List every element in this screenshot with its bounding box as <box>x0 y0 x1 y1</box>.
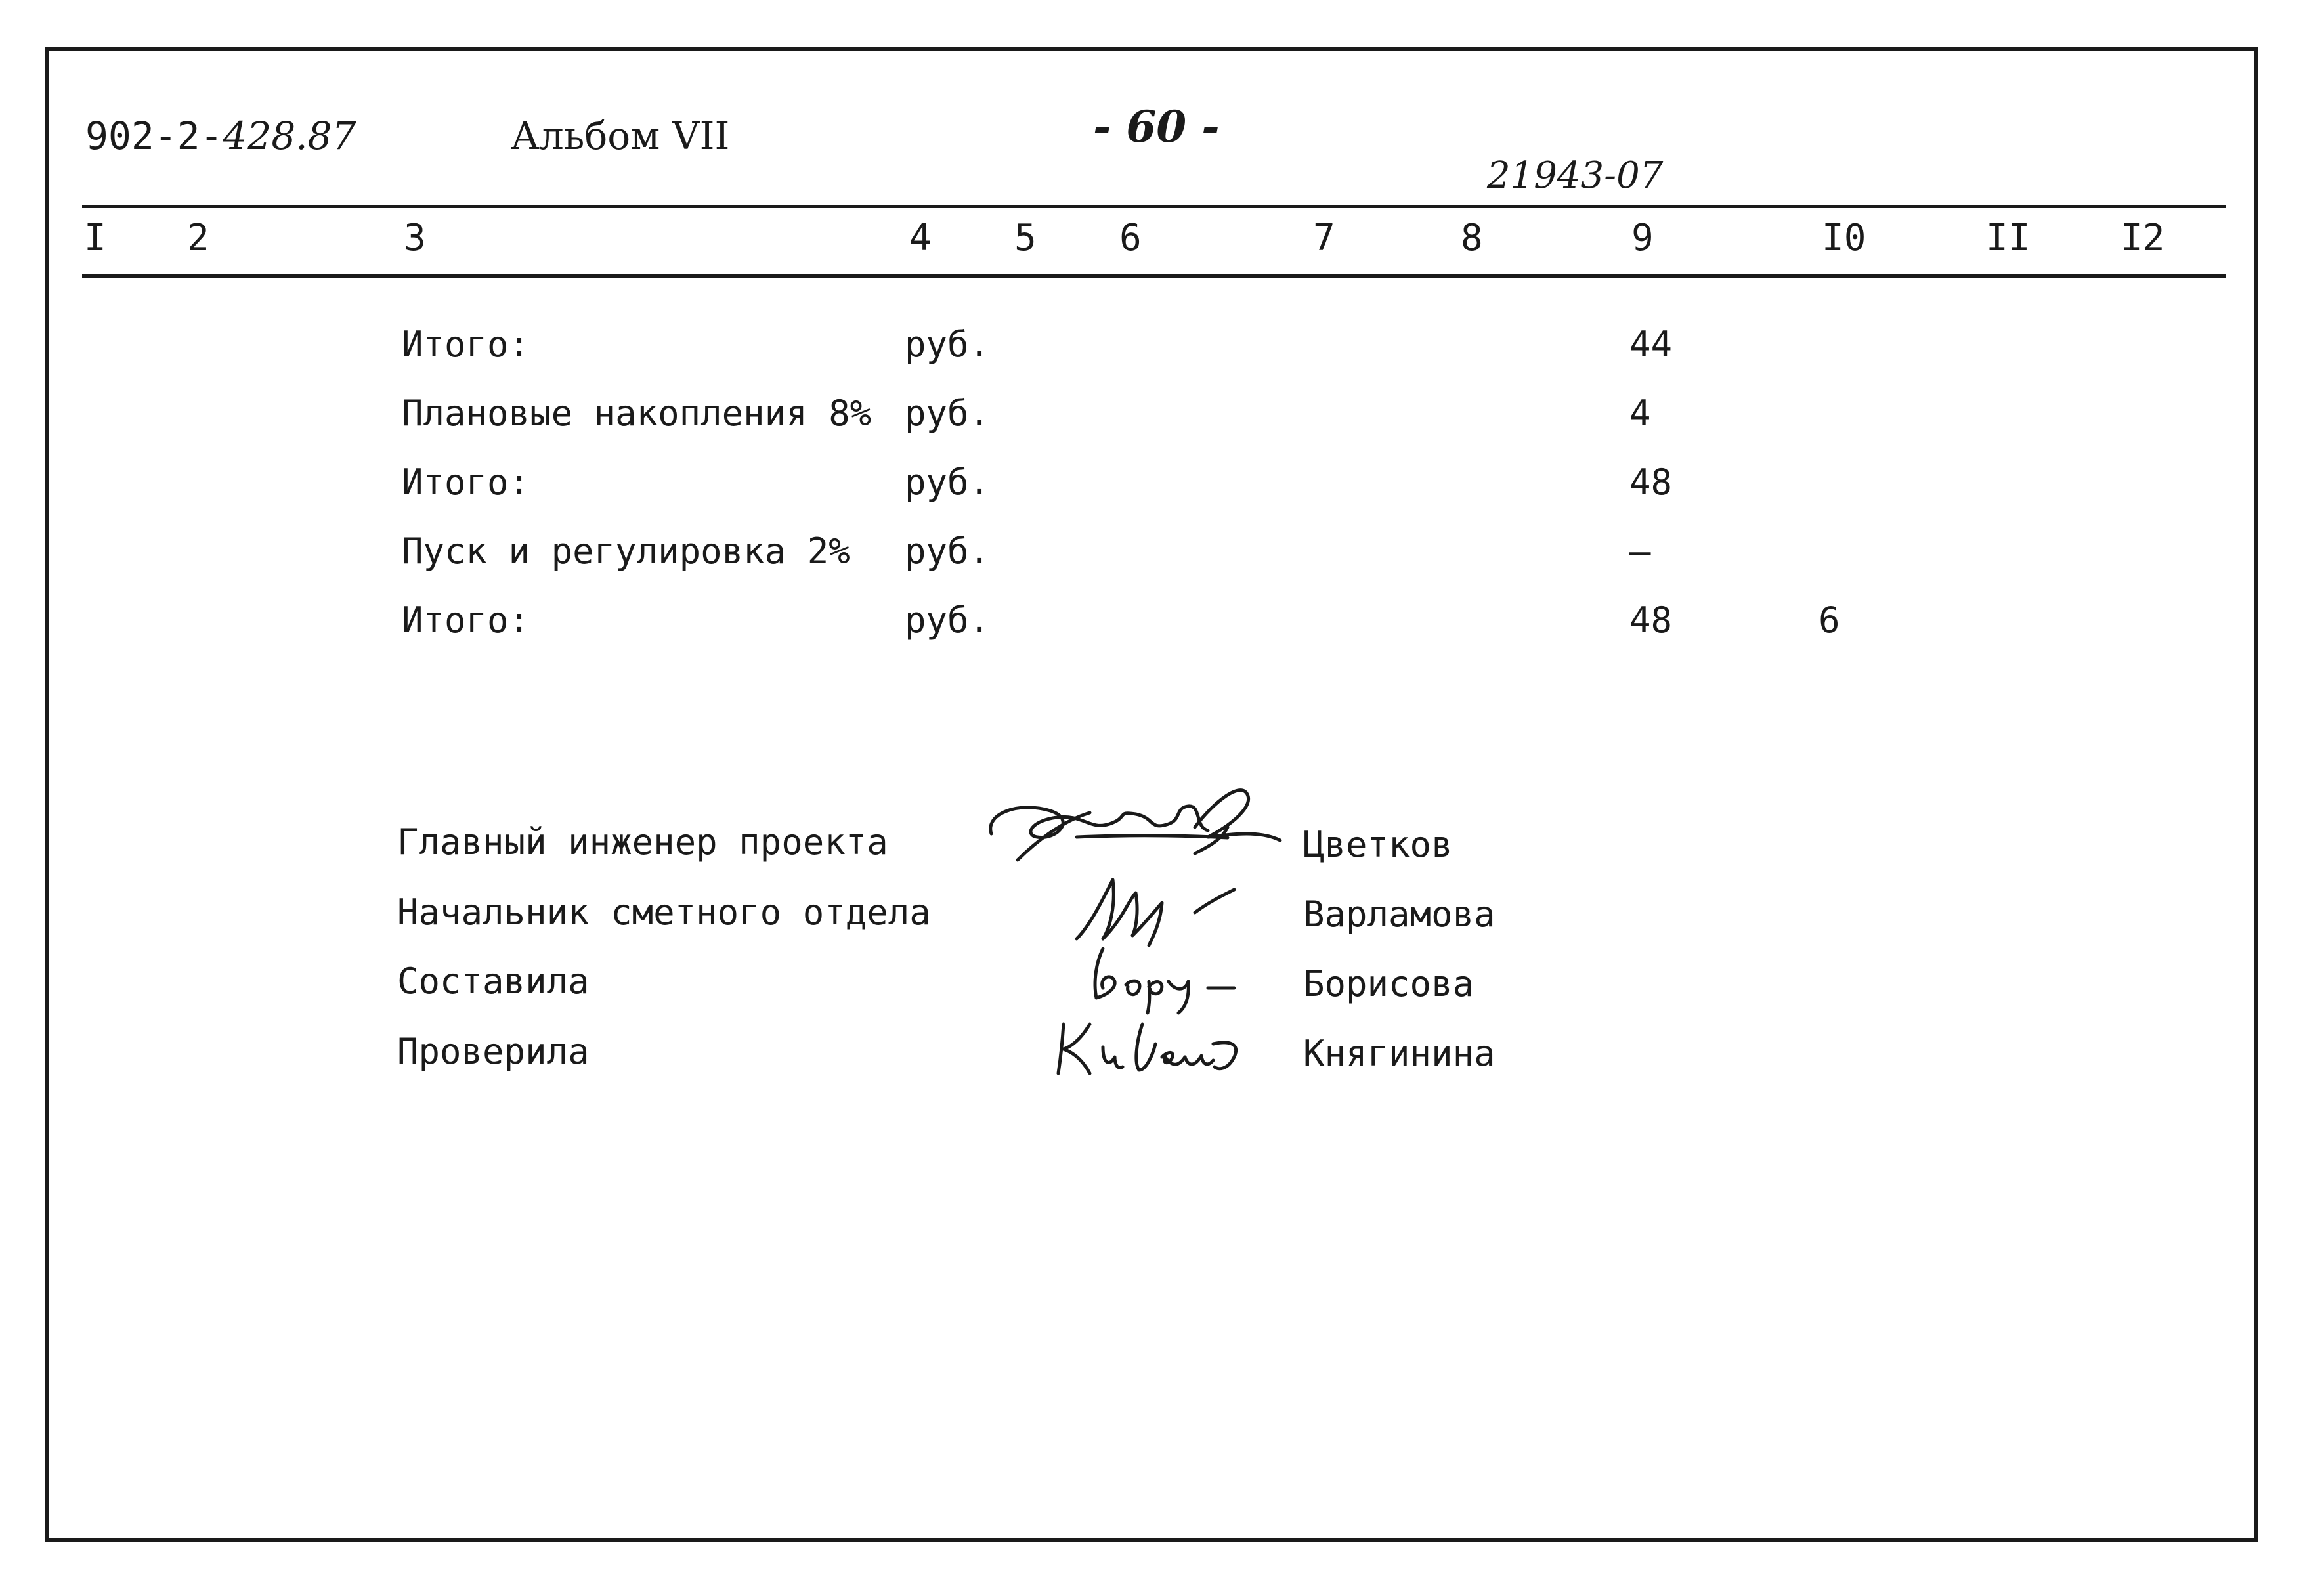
row-col9: 4 <box>1629 393 1651 434</box>
row-col9: 48 <box>1629 462 1673 503</box>
row-label: Пуск и регулировка 2% <box>402 530 850 572</box>
row-col9: – <box>1629 530 1651 572</box>
signature-compiled <box>1077 936 1260 1014</box>
signature-role: Начальник сметного отдела <box>397 892 931 933</box>
inventory-number: 21943-07 <box>1487 154 1664 197</box>
signature-checked <box>1044 1004 1260 1083</box>
row-unit: руб. <box>905 599 991 641</box>
column-header-2: 2 <box>187 217 209 259</box>
column-header-1: I <box>84 217 106 259</box>
column-header-4: 4 <box>909 217 932 259</box>
row-col10: 6 <box>1819 599 1840 641</box>
signature-role: Проверила <box>397 1031 590 1072</box>
column-header-11: II <box>1986 217 2031 259</box>
row-label: Итого: <box>402 324 530 365</box>
document-code-prefix: 902-2- <box>85 114 223 158</box>
signature-name: Борисова <box>1303 963 1474 1004</box>
signature-name: Княгинина <box>1303 1033 1496 1074</box>
signature-name: Цветков <box>1303 824 1453 865</box>
column-header-8: 8 <box>1461 217 1483 259</box>
signature-role: Главный инженер проекта <box>397 821 888 863</box>
header-rule-bottom <box>82 274 2226 278</box>
row-label: Итого: <box>402 462 530 503</box>
document-code-suffix: 428.87 <box>223 114 356 158</box>
signature-role: Составила <box>397 960 590 1002</box>
document-code <box>85 114 356 158</box>
column-header-6: 6 <box>1119 217 1142 259</box>
album-label: Альбом VII <box>511 114 730 158</box>
column-header-5: 5 <box>1014 217 1037 259</box>
page-number: - 60 - <box>1093 101 1220 152</box>
row-unit: руб. <box>905 393 991 434</box>
row-label: Плановые накопления 8% <box>402 393 872 434</box>
row-col9: 44 <box>1629 324 1673 365</box>
header-rule-top <box>82 205 2226 208</box>
row-label: Итого: <box>402 599 530 641</box>
row-col9: 48 <box>1629 599 1673 641</box>
column-header-10: I0 <box>1822 217 1866 259</box>
signature-name: Варламова <box>1303 894 1496 935</box>
signature-chief-engineer <box>978 775 1293 880</box>
column-header-12: I2 <box>2120 217 2165 259</box>
row-unit: руб. <box>905 324 991 365</box>
column-header-3: 3 <box>404 217 426 259</box>
row-unit: руб. <box>905 462 991 503</box>
column-header-7: 7 <box>1313 217 1335 259</box>
column-header-9: 9 <box>1631 217 1654 259</box>
row-unit: руб. <box>905 530 991 572</box>
